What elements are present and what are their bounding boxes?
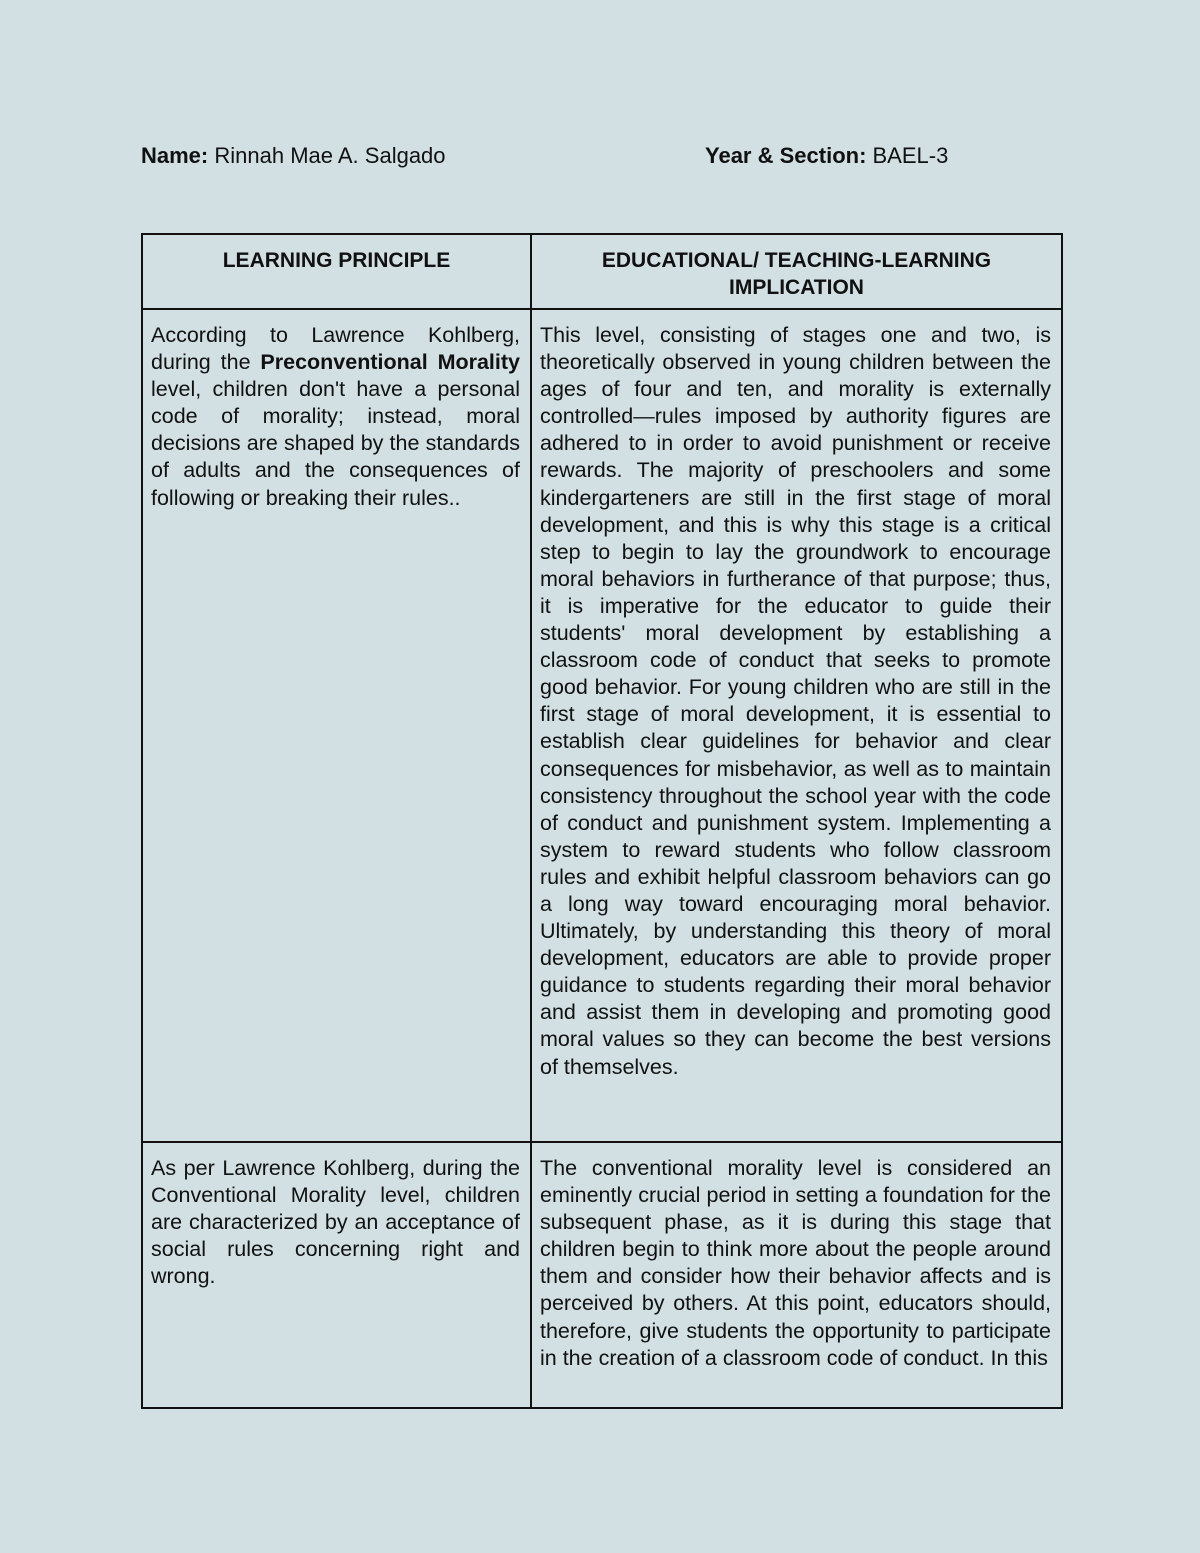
principle-cell [142,1142,531,1408]
implication-cell [531,1142,1062,1408]
name-value: Rinnah Mae A. Salgado [208,143,446,168]
implication-text: This level, consisting of stages one and two, is theoretically observed in young children between the ages of four and ten, and morality is externally controlled—rules imposed by authority figures are adhered to in order to avoid punishment or receive rewards. The majority of preschoolers and some kindergarteners are still in the first stage of moral development, and this is why this stage is a critical step to begin to lay the groundwork to encourage moral behaviors in furtherance of that purpose; thus, it is imperative for the educator to guide their students' moral development by establishing a classroom code of conduct that seeks to promote good behavior. For young children who are still in the first stage of moral development, it is essential to establish clear guidelines for behavior and clear consequences for misbehavior, as well as to maintain consistency throughout the school year with the code of conduct and punishment system. Implementing a system to reward students who follow classroom rules and exhibit helpful classroom behaviors can go a long way toward encouraging moral behavior. Ultimately, by understanding this theory of moral development, educators are able to provide proper guidance to students regarding their moral behavior and assist them in developing and promoting good moral values so they can become the best versions of themselves. [540,323,1051,1079]
table-header-row [142,234,1062,309]
principle-text: According to Lawrence Kohlberg, during the [151,323,520,375]
year-section-line [705,142,948,170]
learning-principle-header: LEARNING PRINCIPLE [142,234,531,309]
implication-text: The conventional morality level is considered an eminently crucial period in setting a foundation for the subsequent phase, as it is during this stage that children begin to think more about the people around them and consider how their behavior affects and is perceived by others. At this point, educators should, therefore, give students the opportunity to participate in the creation of a classroom code of conduct. In this [540,1156,1051,1370]
table-row [142,1142,1062,1408]
year-section-label: Year & Section: [705,143,867,168]
year-section-value: BAEL-3 [866,143,949,168]
principle-term: Preconventional Morality [260,350,520,375]
learning-principles-table [141,233,1063,1409]
principle-text: As per Lawrence Kohlberg, during the Conventional Morality level, children are characterized by an acceptance of social rules concerning right and wrong. [151,1156,520,1289]
principle-text: level, children don't have a personal code of morality; instead, moral decisions are shaped by the standards of adults and the consequences of following or breaking their rules.. [151,377,520,510]
table-row [142,309,1062,1142]
implication-cell [531,309,1062,1142]
name-label: Name: [141,143,209,168]
student-name-line [141,142,446,170]
teaching-implication-header: EDUCATIONAL/ TEACHING-LEARNING IMPLICATION [531,234,1062,309]
principle-cell [142,309,531,1142]
